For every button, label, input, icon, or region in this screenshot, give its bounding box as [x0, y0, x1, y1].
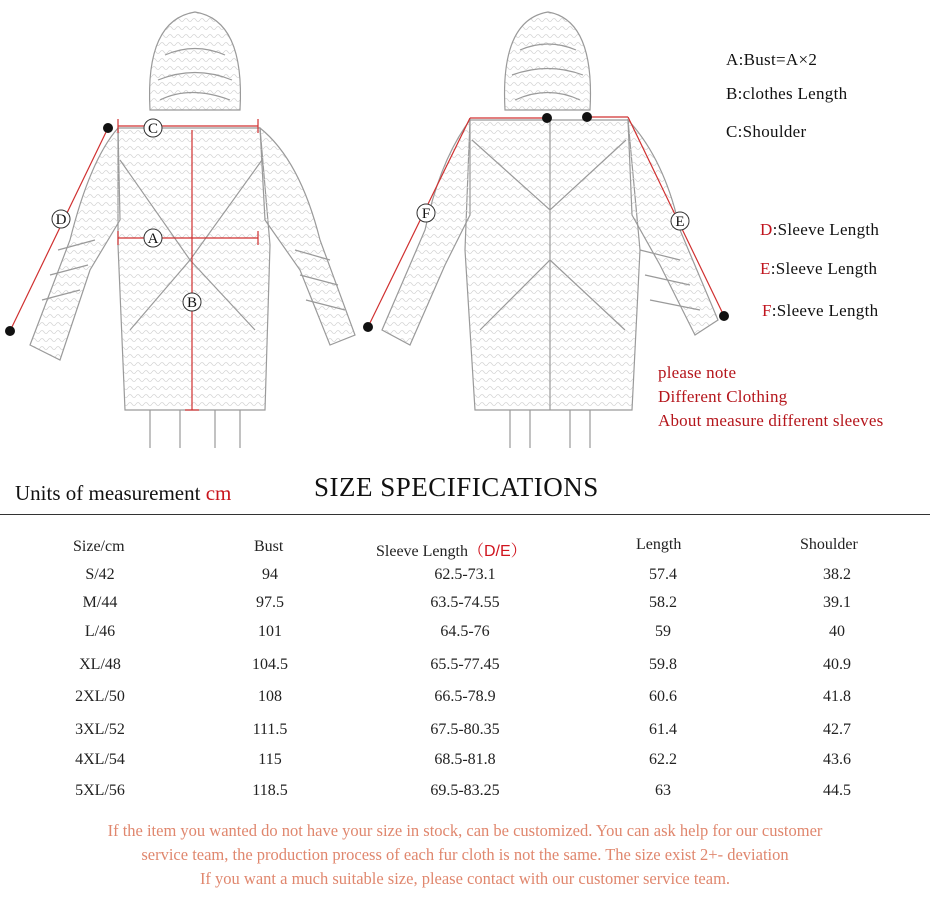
svg-text:F: F [421, 206, 431, 222]
marker-d [52, 210, 70, 228]
footer-line-3: If you want a much suitable size, please contact with our customer service team. [199, 869, 731, 888]
col-header-sleeve-label: Sleeve Length [376, 543, 468, 560]
marker-f [417, 204, 435, 222]
col-header-sleeve-accent: （D/E） [467, 543, 527, 560]
table-cell: 97.5 [256, 594, 284, 611]
legend-shoulder-key: C [726, 122, 738, 141]
table-cell: L/46 [84, 623, 116, 640]
legend-bust-key: A [726, 50, 739, 69]
table-cell: 69.5-83.25 [430, 782, 500, 799]
svg-text:A: A [147, 231, 159, 247]
table-cell: 43.6 [823, 751, 851, 768]
legend-sleeve-e-text: :Sleeve Length [770, 259, 878, 278]
note-line-2: Different Clothing [658, 387, 788, 406]
table-cell: 59 [655, 623, 671, 640]
table-cell: 41.8 [823, 688, 851, 705]
legend-length-text: :clothes Length [737, 84, 848, 103]
table-cell: 42.7 [823, 721, 851, 738]
col-header-bust: Bust [254, 538, 284, 555]
table-cell: 57.4 [649, 566, 677, 583]
table-cell: 58.2 [649, 594, 677, 611]
marker-b [183, 293, 201, 311]
legend-sleeve-d-text: :Sleeve Length [772, 220, 880, 239]
marker-e [671, 212, 689, 230]
table-cell: 115 [258, 751, 282, 768]
footer-line-1: If the item you wanted do not have your size in stock, can be customized. You can ask help for our customer [107, 821, 823, 840]
units-value: cm [205, 481, 232, 505]
page-title: SIZE SPECIFICATIONS [314, 472, 599, 502]
legend-sleeve-d-key: D [760, 220, 773, 239]
col-header-size: Size/cm [73, 538, 125, 555]
col-header-length: Length [636, 536, 682, 553]
table-cell: 4XL/54 [75, 751, 125, 768]
table-cell: 65.5-77.45 [430, 656, 500, 673]
table-cell: 63.5-74.55 [430, 594, 500, 611]
table-cell: S/42 [85, 566, 115, 583]
legend-shoulder-text: :Shoulder [737, 122, 807, 141]
legend-sleeve-e [760, 259, 877, 279]
legend-shoulder [726, 122, 806, 142]
table-cell: XL/48 [79, 656, 121, 673]
table-cell: 104.5 [252, 656, 288, 673]
table-cell: 39.1 [823, 594, 851, 611]
table-cell: 38.2 [823, 566, 851, 583]
svg-text:D: D [55, 212, 67, 228]
legend-length-key: B [726, 84, 738, 103]
note-line-1: please note [658, 363, 737, 382]
table-cell: 68.5-81.8 [434, 751, 496, 768]
table-cell: 94 [262, 566, 278, 583]
divider [0, 514, 930, 515]
note-line-3: About measure different sleeves [658, 411, 884, 430]
legend-sleeve-f [762, 301, 878, 321]
legend-sleeve-e-key: E [760, 259, 771, 278]
table-cell: 67.5-80.35 [430, 721, 500, 738]
table-cell: 59.8 [649, 656, 677, 673]
legend-sleeve-f-text: :Sleeve Length [771, 301, 879, 320]
table-cell: 60.6 [649, 688, 677, 705]
table-cell: 63 [655, 782, 671, 799]
table-cell: 66.5-78.9 [434, 688, 496, 705]
table-cell: 3XL/52 [75, 721, 125, 738]
legend-bust [726, 50, 817, 70]
svg-text:B: B [186, 295, 198, 311]
table-cell: 64.5-76 [440, 623, 490, 640]
footer-line-2: service team, the production process of each fur cloth is not the same. The size exist 2+- deviation [141, 845, 789, 864]
table-cell: 2XL/50 [75, 688, 125, 705]
col-header-sleeve [376, 538, 527, 561]
units-of-measurement [15, 481, 231, 506]
table-cell: 44.5 [823, 782, 851, 799]
table-cell: 5XL/56 [75, 782, 125, 799]
table-cell: M/44 [82, 594, 118, 611]
legend-length [726, 84, 847, 104]
svg-text:E: E [675, 214, 685, 230]
col-header-shoulder: Shoulder [800, 536, 858, 553]
table-cell: 62.2 [649, 751, 677, 768]
table-cell: 118.5 [252, 782, 288, 799]
legend-bust-text: :Bust=A×2 [738, 50, 818, 69]
marker-a [144, 229, 162, 247]
table-cell: 111.5 [252, 721, 288, 738]
svg-text:C: C [147, 121, 159, 137]
table-cell: 40.9 [823, 656, 851, 673]
table-cell: 62.5-73.1 [434, 566, 496, 583]
table-cell: 40 [829, 623, 845, 640]
marker-c [144, 119, 162, 137]
table-cell: 108 [258, 688, 282, 705]
table-cell: 101 [258, 623, 282, 640]
legend-sleeve-d [760, 220, 879, 240]
table-cell: 61.4 [649, 721, 677, 738]
units-label: Units of measurement [15, 481, 206, 505]
legend-sleeve-f-key: F [762, 301, 772, 320]
